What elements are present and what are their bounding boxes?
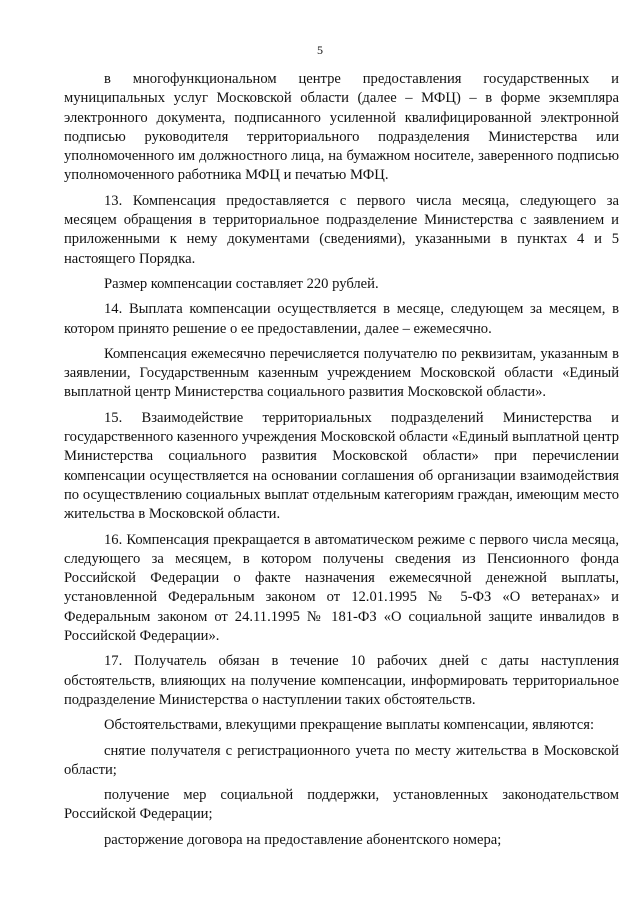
list-item-contract-termination: расторжение договора на предоставление абонентского номера; xyxy=(104,831,502,848)
paragraph-16: 16. Компенсация прекращается в автоматическом режиме с первого числа месяца, следующего за месяцем, в котором получены сведения из Пенсионного фонда Российской Федерации о факте назначения ежемесячной денежной выплаты, установленной Федеральным законом от 12.01.1995 № 5-ФЗ «О ветеранах» и Федеральным законом от 24.11.1995 № 181-ФЗ «О социальной защите инвалидов в Российской Федерации». xyxy=(64,531,619,645)
paragraph-mfc-delivery: в многофункциональном центре предоставления государственных и муниципальных услуг Московской области (далее – МФЦ) – в форме экземпляра электронного документа, подписанного усиленной квалифицированной электронной подписью руководителя территориального подразделения Министерства или уполномоченного им должностного лица, на бумажном носителе, заверенного подписью уполномоченного работника МФЦ и печатью МФЦ. xyxy=(64,71,619,184)
list-item-other-support: получение мер социальной поддержки, установленных законодательством Российской Федерации; xyxy=(64,787,619,823)
paragraph-15: 15. Взаимодействие территориальных подразделений Министерства и государственного казенного учреждения Московской области «Единый выплатной центр Министерства социального развития Московской области» при перечислении компенсации осуществляется на основании соглашения об организации взаимодействия по осуществлению социальных выплат отдельным категориям граждан, имеющим место жительства в Московской области. xyxy=(64,409,619,523)
list-item-deregistration: снятие получателя с регистрационного учета по месту жительства в Московской области; xyxy=(64,742,619,778)
paragraph-monthly-transfer: Компенсация ежемесячно перечисляется получателю по реквизитам, указанным в заявлении, Государственным казенным учреждением Московской области «Единый выплатной центр Министерства социального развития Московской области». xyxy=(64,345,619,401)
paragraph-17: 17. Получатель обязан в течение 10 рабочих дней с даты наступления обстоятельств, влияющих на получение компенсации, информировать территориальное подразделение Министерства о наступлении таких обстоятельств. xyxy=(64,653,619,708)
document-body xyxy=(64,70,619,856)
paragraph-14: 14. Выплата компенсации осуществляется в месяце, следующем за месяцем, в котором принято решение о ее предоставлении, далее – ежемесячно. xyxy=(64,301,619,337)
paragraph-compensation-amount: Размер компенсации составляет 220 рублей. xyxy=(104,275,379,292)
paragraph-13: 13. Компенсация предоставляется с первого числа месяца, следующего за месяцем обращения в территориальное подразделение Министерства с заявлением и приложенными к нему документами (сведениями), указанными в пунктах 4 и 5 настоящего Порядка. xyxy=(64,192,619,267)
page-number: 5 xyxy=(317,43,323,57)
paragraph-termination-circumstances: Обстоятельствами, влекущими прекращение выплаты компенсации, являются: xyxy=(104,717,595,734)
